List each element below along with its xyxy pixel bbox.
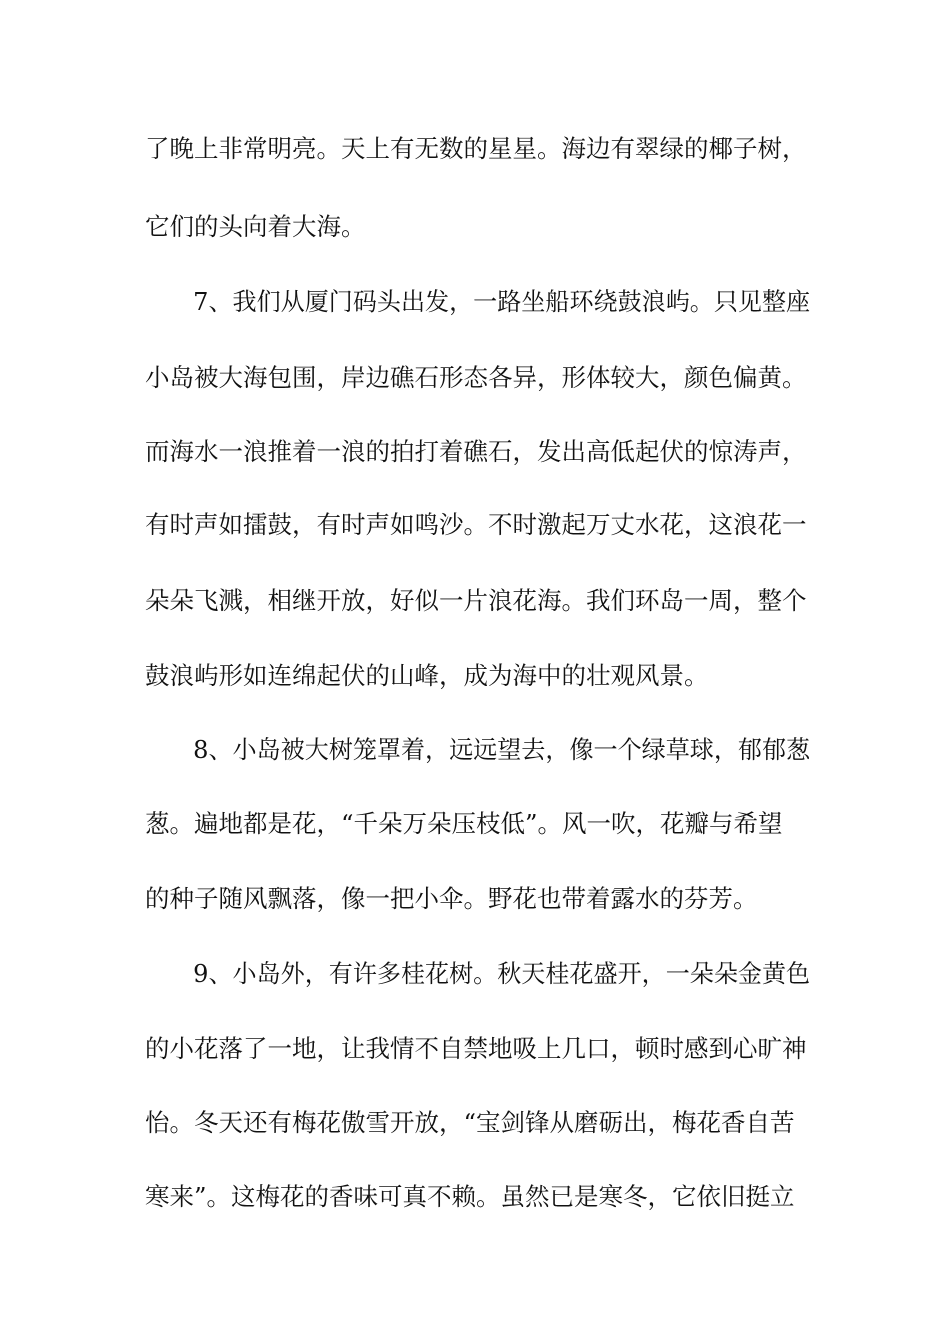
text-line: 8、小岛被大树笼罩着，远远望去，像一个绿草球，郁郁葱 <box>145 735 811 764</box>
text-line: 了晚上非常明亮。天上有无数的星星。海边有翠绿的椰子树， <box>145 134 807 163</box>
text-line: 而海水一浪推着一浪的拍打着礁石，发出高低起伏的惊涛声， <box>145 437 807 466</box>
text-line: 它们的头向着大海。 <box>145 212 366 241</box>
text-line: 9、小岛外，有许多桂花树。秋天桂花盛开，一朵朵金黄色 <box>145 959 811 988</box>
text-line: 7、我们从厦门码头出发，一路坐船环绕鼓浪屿。只见整座 <box>145 287 811 316</box>
text-line: 的小花落了一地，让我情不自禁地吸上几口，顿时感到心旷神 <box>145 1034 807 1063</box>
text-line: 鼓浪屿形如连绵起伏的山峰，成为海中的壮观风景。 <box>145 661 709 690</box>
text-line: 葱。遍地都是花，“千朵万朵压枝低”。风一吹，花瓣与希望 <box>145 809 783 838</box>
text-line: 的种子随风飘落，像一把小伞。野花也带着露水的芬芳。 <box>145 884 758 913</box>
text-line: 朵朵飞溅，相继开放，好似一片浪花海。我们环岛一周，整个 <box>145 586 807 615</box>
text-line: 有时声如擂鼓，有时声如鸣沙。不时激起万丈水花，这浪花一 <box>145 510 807 539</box>
text-line: 小岛被大海包围，岸边礁石形态各异，形体较大，颜色偏黄。 <box>145 363 807 392</box>
text-line: 寒来”。这梅花的香味可真不赖。虽然已是寒冬，它依旧挺立 <box>145 1182 795 1211</box>
text-line: 怡。冬天还有梅花傲雪开放，“宝剑锋从磨砺出，梅花香自苦 <box>145 1108 795 1137</box>
